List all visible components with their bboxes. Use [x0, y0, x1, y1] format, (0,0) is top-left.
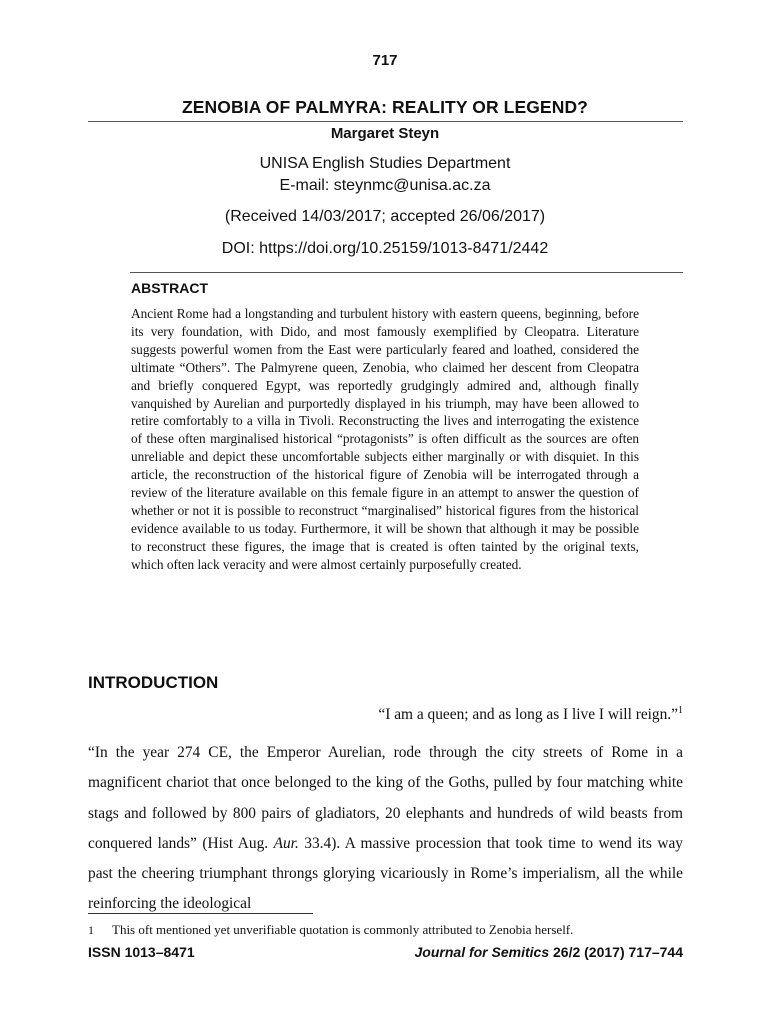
footer-journal-citation [415, 944, 683, 960]
footer-issn: ISSN 1013–8471 [88, 944, 195, 960]
intro-text-part-2: 33.4). A massive procession that took time to wend its way past the cheering triumphant throngs glorying vicariously in Rome’s imperialism, all the while reinforcing the ideological [88, 834, 683, 913]
intro-text-part-1: “In the year 274 CE, the Emperor Aurelian, rode through the city streets of Rome in a magnificent chariot that once belonged to the king of the Goths, pulled by four matching white stags and followed by 800 pairs of gladiators, 20 elephants and hundreds of wild beasts from conquered lands” (Hist Aug. [88, 744, 683, 852]
footnote-text: This oft mentioned yet unverifiable quotation is commonly attributed to Zenobia herself. [112, 922, 574, 937]
footnote-divider [88, 913, 313, 914]
epigraph-quote [378, 706, 683, 724]
submission-dates: (Received 14/03/2017; accepted 26/06/2017) [224, 208, 546, 225]
introduction-paragraph [88, 738, 683, 920]
abstract-text: Ancient Rome had a longstanding and turbulent history with eastern queens, beginning, before its very foundation, with Dido, and most famously exemplified by Cleopatra. Literature suggests powerful women from the East were particularly feared and loathed, considered the ultimate “Others”. The Palmyrene queen, Zenobia, who claimed her descent from Cleopatra and briefly conquered Egypt, was reportedly grudgingly admired and, although finally vanquished by Aurelian and purportedly displayed in his triumph, may have been allowed to retire comfortably to a villa in Tivoli. Reconstructing the lives and interrogating the existence of these often marginalised historical “protagonists” is often difficult as the sources are often unreliable and depict these uncomfortable subjects either marginally or with disquiet. In this article, the reconstruction of the historical figure of Zenobia will be interrogated through a review of the literature available on this female figure in an attempt to answer the question of whether or not it is possible to reconstruct “marginalised” historical figures from the historical evidence available to us today. Furthermore, it will be shown that although it may be possible to reconstruct these figures, the image that is created is often tainted by the original texts, which often lack veracity and were almost certainly purposefully created. [131, 306, 639, 572]
footnote [88, 922, 683, 938]
journal-issue: 26/2 (2017) 717–744 [549, 944, 683, 960]
footnote-reference[interactable]: 1 [678, 704, 683, 716]
section-heading-introduction: INTRODUCTION [88, 673, 219, 692]
author-email: E-mail: steynmc@unisa.ac.za [279, 177, 491, 194]
doi-link[interactable]: DOI: https://doi.org/10.25159/1013-8471/2442 [221, 240, 549, 257]
intro-citation-italic: Aur. [273, 834, 299, 852]
author-affiliation: UNISA English Studies Department [259, 155, 511, 172]
abstract-divider [130, 272, 683, 273]
page-number: 717 [372, 52, 398, 69]
footnote-number: 1 [88, 923, 94, 937]
title-divider [88, 121, 683, 122]
journal-name: Journal for Semitics [414, 944, 550, 960]
article-title: ZENOBIA OF PALMYRA: REALITY OR LEGEND? [182, 97, 588, 117]
epigraph-text: “I am a queen; and as long as I live I will reign.” [378, 706, 678, 723]
abstract-heading: ABSTRACT [131, 280, 208, 296]
author-name: Margaret Steyn [330, 125, 440, 142]
